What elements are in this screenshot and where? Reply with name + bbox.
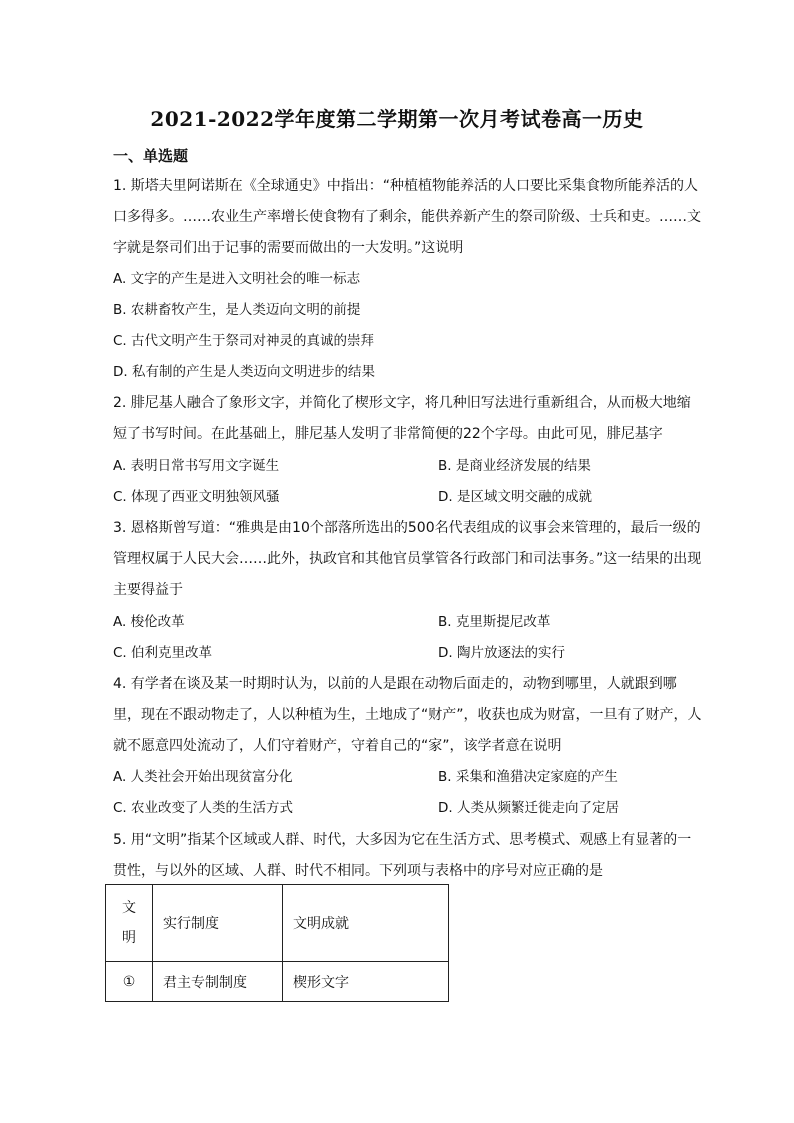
question-4-option-c: C. 农业改变了人类的生活方式 [113,800,294,816]
question-2-option-b: B. 是商业经济发展的结果 [438,458,591,474]
question-2-option-a: A. 表明日常书写用文字诞生 [113,458,280,474]
question-1-option-a: A. 文字的产生是进入文明社会的唯一标志 [113,271,361,287]
question-3-option-c: C. 伯利克里改革 [113,645,213,661]
question-1-stem: 1. 斯塔夫里阿诺斯在《全球通史》中指出：“种植植物能养活的人口要比采集食物所能养活的人口多得多。……农业生产率增长使食物有了剩余，能供养新产生的祭司阶级、士兵和吏。……文字就是祭司们出于记事的需要而做出的一大发明。”这说明 [113,178,701,256]
question-3-option-d: D. 陶片放逐法的实行 [438,645,565,661]
question-4-option-b: B. 采集和渔猎决定家庭的产生 [438,769,618,785]
question-4-option-a: A. 人类社会开始出现贫富分化 [113,769,293,785]
question-4-stem: 4. 有学者在谈及某一时期时认为，以前的人是跟在动物后面走的，动物到哪里，人就跟到哪里，现在不跟动物走了，人以种植为生，土地成了“财产”，收获也成为财富，一旦有了财产，人就不愿意四处流动了，人们守着财产，守着自己的“家”，该学者意在说明 [113,676,702,754]
table-header-row [106,885,449,962]
exam-title: 2021-2022学年度第二学期第一次月考试卷高一历史 [150,107,644,131]
question-1-option-b: B. 农耕畜牧产生，是人类迈向文明的前提 [113,302,361,318]
table-header-cell: 文明成就 [283,885,449,962]
table-header-cell: 文明 [106,885,153,962]
question-5-table [105,884,449,1002]
section-heading: 一、单选题 [113,147,189,165]
table-cell: ① [106,962,153,1002]
question-4-option-d: D. 人类从频繁迁徙走向了定居 [438,800,619,816]
question-1-option-d: D. 私有制的产生是人类迈向文明进步的结果 [113,364,375,380]
question-3-stem: 3. 恩格斯曾写道：“雅典是由10个部落所选出的500名代表组成的议事会来管理的，最后一级的管理权属于人民大会……此外，执政官和其他官员掌管各行政部门和司法事务。”这一结果的出现主要得益于 [113,520,702,598]
question-5-stem: 5. 用“文明”指某个区域或人群、时代，大多因为它在生活方式、思考模式、观感上有显著的一贯性，与以外的区域、人群、时代不相同。下列项与表格中的序号对应正确的是 [113,832,692,879]
question-3-option-b: B. 克里斯提尼改革 [438,614,551,630]
question-2-stem: 2. 腓尼基人融合了象形文字，并简化了楔形文字，将几种旧写法进行重新组合，从而极大地缩短了书写时间。在此基础上，腓尼基人发明了非常简便的22个字母。由此可见，腓尼基字 [113,395,691,442]
table-row [106,962,449,1002]
question-2-option-c: C. 体现了西亚文明独领风骚 [113,489,280,505]
question-2-option-d: D. 是区域文明交融的成就 [438,489,592,505]
table-cell: 君主专制制度 [153,962,283,1002]
question-1-option-c: C. 古代文明产生于祭司对神灵的真诚的崇拜 [113,333,375,349]
question-3-option-a: A. 梭伦改革 [113,614,185,630]
table-header-cell: 实行制度 [153,885,283,962]
table-cell: 楔形文字 [283,962,449,1002]
